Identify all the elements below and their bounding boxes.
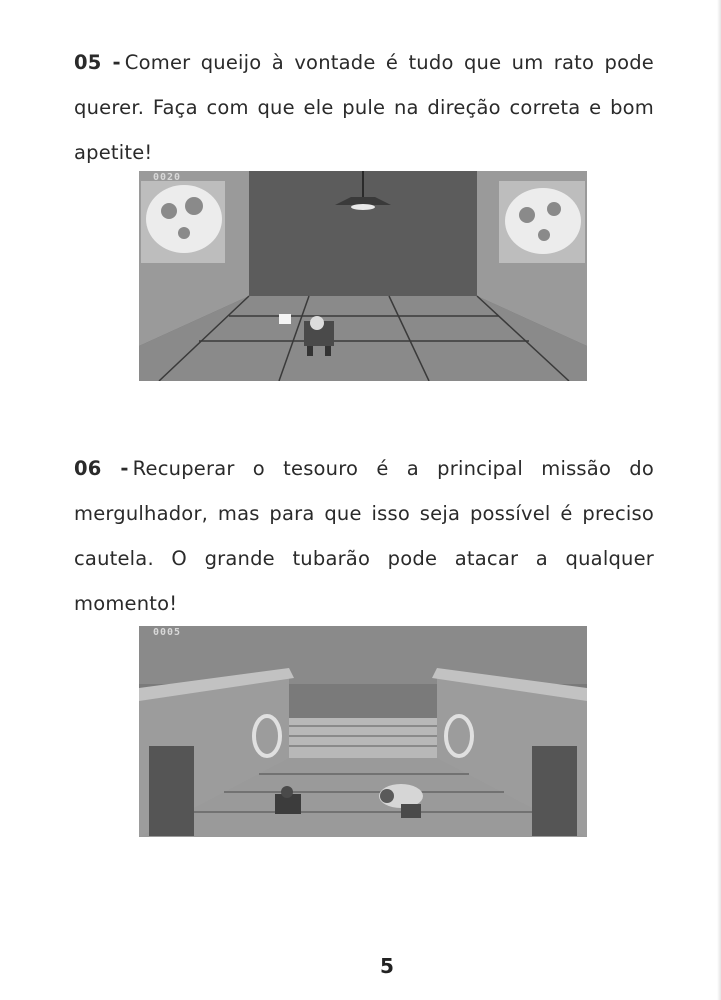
paragraph-06 [74, 446, 654, 626]
game-screenshot-cheese [139, 171, 587, 381]
item-number-06: 06 - [74, 457, 129, 480]
item-text-05: Comer queijo à vontade é tudo que um rato pode querer. Faça com que ele pule na direção correta e bom apetite! [74, 51, 654, 164]
paragraph-05 [74, 40, 654, 175]
ship-deck-scene [139, 626, 587, 837]
score-display: 0020 [153, 172, 182, 183]
cheese-room-scene [139, 171, 587, 381]
game-screenshot-diver [139, 626, 587, 837]
page-number: 5 [380, 954, 394, 978]
item-number-05: 05 - [74, 51, 121, 74]
page-edge-shadow [717, 0, 721, 1000]
item-text-06: Recuperar o tesouro é a principal missão do mergulhador, mas para que isso seja possível é preciso cautela. O grande tubarão pode atacar a qualquer momento! [74, 457, 655, 615]
score-display: 0005 [153, 627, 182, 638]
